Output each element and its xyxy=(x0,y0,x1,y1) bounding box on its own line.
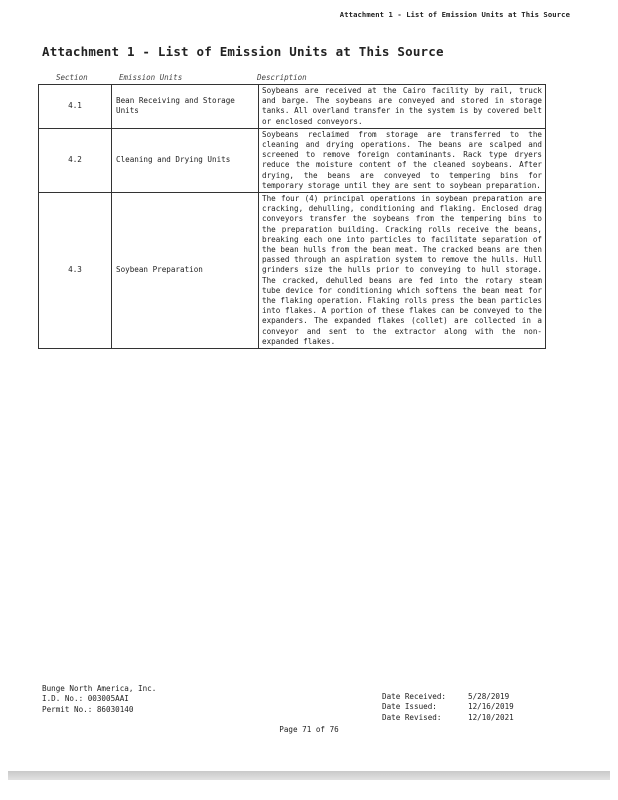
description-cell: Soybeans reclaimed from storage are transferred to the cleaning and drying operations. The beans are scalped and screened to remove foreign contaminants. Rack type dryers reduce the moisture content of the cleaned soybeans. After drying, the beans are conveyed to tempering bins for temporary storage until they are sent to soybean preparation. xyxy=(259,128,546,192)
page-number: Page 71 of 76 xyxy=(279,725,339,734)
description-cell: Soybeans are received at the Cairo facility by rail, truck and barge. The soybeans are conveyed and stored in storage tanks. All overland transfer in the system is by covered belt or enclosed conveyors. xyxy=(259,85,546,129)
emission-units-table xyxy=(38,84,546,349)
date-received-row xyxy=(382,692,514,702)
column-header-emission-units: Emission Units xyxy=(119,73,183,82)
date-issued-value: 12/16/2019 xyxy=(468,702,514,712)
date-issued-row xyxy=(382,702,514,712)
table-row xyxy=(39,85,546,129)
table-row xyxy=(39,193,546,349)
date-received-label: Date Received: xyxy=(382,692,447,701)
section-cell: 4.1 xyxy=(39,85,112,129)
unit-cell: Soybean Preparation xyxy=(112,193,259,349)
footer-dates xyxy=(382,692,514,723)
scan-edge-bar xyxy=(8,771,610,780)
description-cell: The four (4) principal operations in soybean preparation are cracking, dehulling, conditioning and flaking. Enclosed drag conveyors transfer the soybeans from the tempering bins to the preparation building. Cracking rolls receive the beans, breaking each one into particles to facilitate separation of the bean hulls from the bean meat. The cracked beans are then passed through an aspiration system to remove the hulls. Hull grinders size the hulls prior to conveying to hull storage. The cracked, dehulled beans are fed into the rotary steam tube device for conditioning which softens the bean meat for the flaking operation. Flaking rolls press the bean particles into flakes. A portion of these flakes can be conveyed to the expanders. The expanded flakes (collet) are collected in a conveyor and sent to the extractor along with the non-expanded flakes. xyxy=(259,193,546,349)
unit-cell: Bean Receiving and Storage Units xyxy=(112,85,259,129)
table-row xyxy=(39,128,546,192)
running-header: Attachment 1 - List of Emission Units at This Source xyxy=(339,10,570,19)
company-name: Bunge North America, Inc. xyxy=(42,684,157,693)
footer-permittee xyxy=(42,684,156,715)
column-header-section: Section xyxy=(56,73,88,82)
date-revised-label: Date Revised: xyxy=(382,712,442,722)
page-title: Attachment 1 - List of Emission Units at This Source xyxy=(42,44,444,59)
date-revised-row xyxy=(382,713,514,723)
section-cell: 4.3 xyxy=(39,193,112,349)
date-received-value: 5/28/2019 xyxy=(468,692,510,701)
permit-number: Permit No.: 86030140 xyxy=(42,704,134,714)
date-revised-value: 12/10/2021 xyxy=(468,712,514,722)
section-cell: 4.2 xyxy=(39,128,112,192)
column-header-description: Description xyxy=(257,73,307,82)
date-issued-label: Date Issued: xyxy=(382,702,437,712)
id-number: I.D. No.: 003005AAI xyxy=(42,694,129,704)
unit-cell: Cleaning and Drying Units xyxy=(112,128,259,192)
